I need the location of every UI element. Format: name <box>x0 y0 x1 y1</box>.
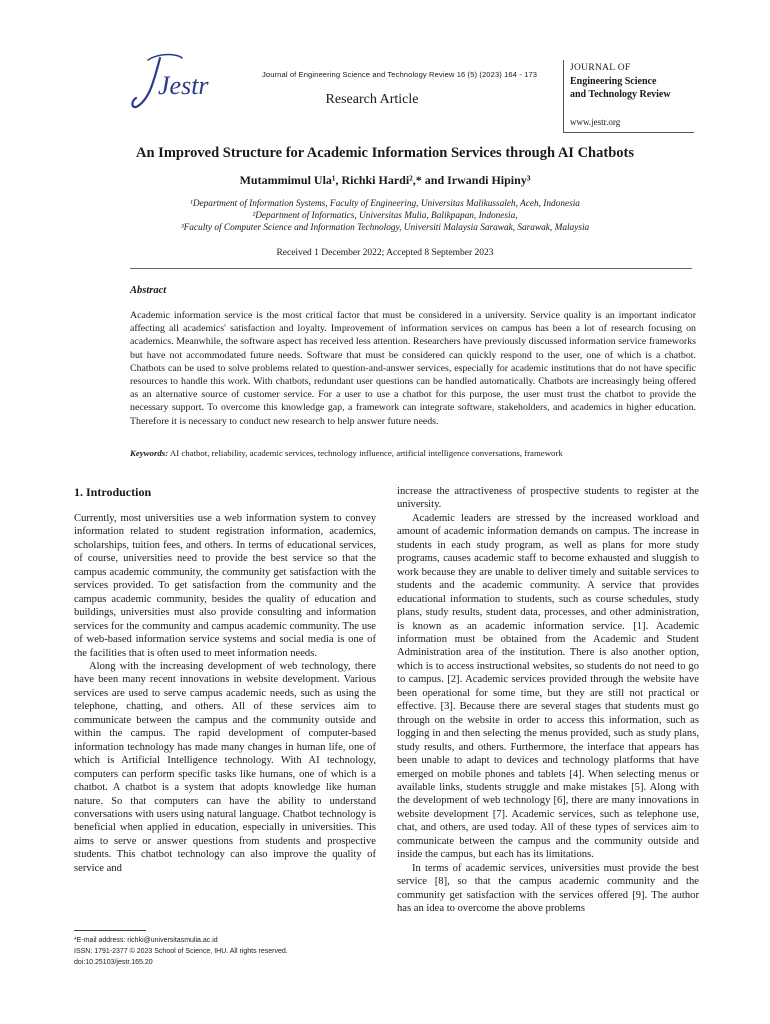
journal-logo <box>130 50 230 112</box>
footnote-email[interactable]: *E-mail address: richki@universitasmulia.ac.id <box>74 937 218 944</box>
keywords-label: Keywords: <box>130 448 169 458</box>
journal-box-line1: JOURNAL OF <box>570 63 631 73</box>
journal-box-line3: and Technology Review <box>570 89 671 100</box>
affiliation-2: ²Department of Informatics, Universitas Mulia, Balikpapan, Indonesia, <box>252 211 518 221</box>
author-list: Mutammimul Ula¹, Richki Hardi²,* and Irwandi Hipiny³ <box>239 173 531 187</box>
abstract-body: Academic information service is the most critical factor that must be considered in a university. Service quality is an important indicator affecting all academics' satisfaction and loyalty. Improvement of information services on campus has been a lot of research focusing on academics. Meanwhile, the software aspect has received less attention. Researchers have previously discussed information service frameworks but have not accommodated future needs. Software that must be considered can quickly respond to the user, one of which is a chatbot. Chatbots can be used to solve problems related to question-and-answer services, especially for academic institutions that do not have specific resources to handle this work. With chatbots, redundant user questions can be handled automatically. Chatbots are increasingly being offered as an alternative source of customer service. For a user to use a chatbot for this purpose, the user must trust the chatbot to provide the necessary support. To overcome this knowledge gap, a framework can integrate software, stakeholders, and academics in higher education. Therefore it is necessary to conduct new research to help answer future needs. <box>130 310 696 427</box>
footnote-divider <box>74 930 146 931</box>
journal-box-line2: Engineering Science <box>570 76 657 87</box>
abstract-heading: Abstract <box>130 285 167 296</box>
affiliation-3: ³Faculty of Computer Science and Information Technology, Universiti Malaysia Sarawak, Sarawak, Malaysia <box>180 223 590 233</box>
paragraph: In terms of academic services, universities must provide the best service [8], so that the campus academic community and the community get satisfaction with the services offered [9]. The author has an idea to overcome the above problems <box>397 862 699 915</box>
keywords-list: AI chatbot, reliability, academic services, technology influence, artificial intelligence conversations, framework <box>169 448 563 458</box>
paragraph: Along with the increasing development of web technology, there have been many recent innovations in website development. Various services are used to serve campus academic needs, such as using the telephone, chatting, and others. All of these services aim to communicate between the campus and the community outside and within the campus. The rapid development of computer-based information technology has made many changes in human life, one of which is Artificial Intelligence technology. With AI technology, computers can perform specific tasks like humans, one of which is a chatbot. A chatbot is a system that adopts knowledge like human nature. So that computers can have the ability to understand conversations with users using natural language. Chatbot technology is beneficial when applied in education, especially in universities. This aims to serve or answer questions from students and prospective students. This chatbot technology can also improve the quality of service and <box>74 660 376 874</box>
header-divider <box>130 268 692 269</box>
left-column <box>74 512 376 875</box>
journal-reference: Journal of Engineering Science and Technology Review 16 (5) (2023) 164 - 173 <box>262 70 538 79</box>
section-heading-introduction: 1. Introduction <box>74 485 152 499</box>
paragraph: increase the attractiveness of prospective students to register at the university. <box>397 486 699 511</box>
received-dates: Received 1 December 2022; Accepted 8 September 2023 <box>276 248 494 258</box>
journal-logo-text: Jestr <box>158 71 209 100</box>
paper-title: An Improved Structure for Academic Information Services through AI Chatbots <box>136 145 634 161</box>
affiliation-1: ¹Department of Information Systems, Faculty of Engineering, Universitas Malikussaleh, Aceh, Indonesia <box>190 199 580 209</box>
keywords <box>130 448 696 458</box>
journal-url-link[interactable]: www.jestr.org <box>570 117 621 127</box>
footnote-doi[interactable]: doi:10.25103/jestr.165.20 <box>74 959 153 966</box>
footnote-issn: ISSN: 1791-2377 © 2023 School of Science, IHU. All rights reserved. <box>74 948 288 955</box>
right-column <box>397 485 699 916</box>
paragraph: Currently, most universities use a web information system to convey information related to student registration information, academics, scholarships, tuition fees, and others. In terms of educational services, of course, universities need to provide the best service so that the campus academic community, the community get satisfaction with the services provided. To get satisfaction from the community and the campus academic community, besides the quality of education and buildings, universities must also provide consulting and information services for the community and campus academic community. The use of web-based information service systems and social media is one of the facilities that is often used to meet information needs. <box>74 513 376 659</box>
article-type: Research Article <box>325 92 419 107</box>
paragraph: Academic leaders are stressed by the increased workload and amount of academic information demands on campus. The increase in students in each study program, as well as plans for more study programs, causes academic staff to become exhausted and sluggish to work because they are unable to deliver timely and suitable services to students and the academic community. A service that provides educational information to students, such as course schedules, study plans, study results, student data, processes, and other administration, is known as an academic information service. [1]. Academic information must be obtained from the Academic and Student Administration area of the institution. There is also another option, which is to access instructional websites, so students do not need to go to campus. [2]. Academic services provided through the website have been operational for some time, but they are still not practical or effective. [3]. Because there are several stages that students must go through on the website in order to access this information, such as logging in and then selecting the menus provided, such as study plans, study results, and others. Furthermore, the interface that appears has been unable to adapt to devices and technology platforms that have emerged on mobile phones and tablets [4]. When selecting menus or available links, students struggle and make mistakes [5]. Along with the development of web technology [6], there are many innovations in website development [7]. Academic services, such as telephone use, chat, and others, are used today. All of these types of services aim to communicate between the campus and the community outside and inside the campus, but each has its limitations. <box>397 512 699 861</box>
